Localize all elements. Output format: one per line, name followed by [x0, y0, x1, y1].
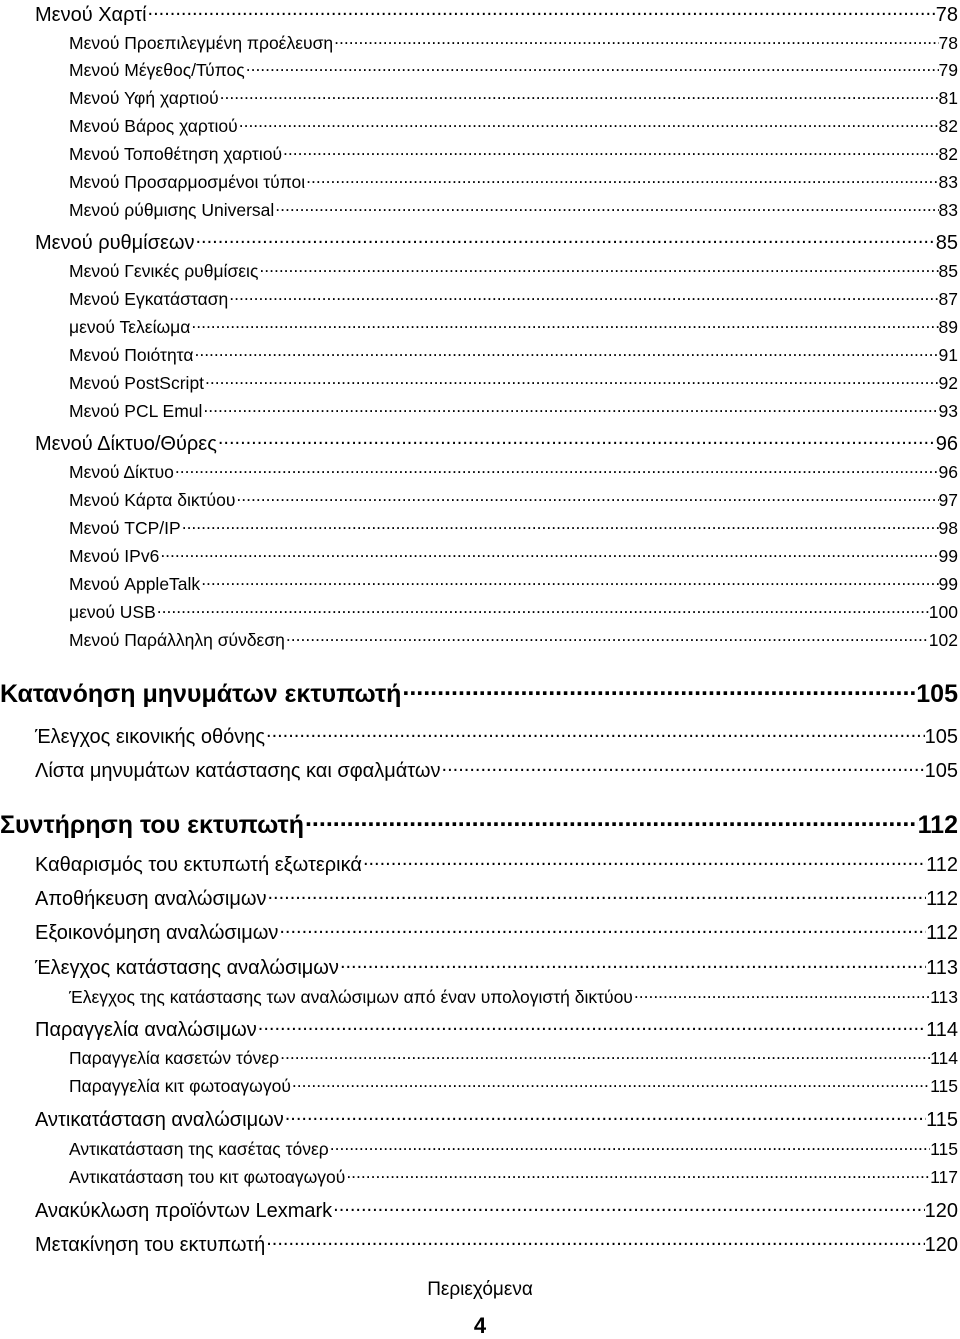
- toc-dot-leader: [219, 86, 939, 104]
- toc-dot-leader: [279, 1046, 930, 1064]
- toc-entry[interactable]: [0, 1137, 958, 1160]
- toc-dot-leader: [181, 516, 939, 534]
- toc-entry[interactable]: [0, 600, 958, 623]
- toc-dot-leader: [202, 399, 938, 417]
- toc-entry-title: Μενού Δίκτυο/Θύρες: [35, 433, 217, 455]
- toc-entry-page: 112: [917, 811, 958, 839]
- toc-entry[interactable]: [0, 198, 958, 221]
- toc-entry[interactable]: [0, 430, 958, 456]
- toc-entry-page: 92: [938, 372, 958, 393]
- toc-entry-page: 83: [938, 171, 958, 192]
- toc-entry-page: 115: [930, 1075, 958, 1096]
- toc-entry-title: Μενού AppleTalk: [69, 573, 201, 594]
- toc-entry-page: 85: [938, 260, 958, 281]
- toc-entry-title: Μενού Προεπιλεγμένη προέλευση: [69, 32, 334, 53]
- toc-entry-page: 97: [938, 489, 958, 510]
- toc-dot-leader: [174, 460, 939, 478]
- toc-entry-page: 112: [926, 854, 958, 876]
- toc-entry[interactable]: [0, 460, 958, 483]
- toc-dot-leader: [228, 287, 938, 305]
- toc-entry[interactable]: [0, 885, 958, 911]
- toc-entry-title: Μενού ρύθμισης Universal: [69, 199, 275, 220]
- toc-entry-title: Μενού Εγκατάσταση: [69, 288, 229, 309]
- toc-entry-page: 113: [926, 957, 958, 979]
- toc-dot-leader: [194, 229, 935, 249]
- toc-dot-leader: [217, 430, 936, 450]
- toc-dot-leader: [238, 114, 939, 132]
- toc-entry-page: 89: [938, 316, 958, 337]
- toc-entry-page: 113: [930, 986, 958, 1007]
- toc-dot-leader: [278, 919, 926, 939]
- toc-entry-page: 120: [924, 1200, 958, 1222]
- toc-entry-page: 112: [926, 922, 958, 944]
- toc-entry-page: 117: [930, 1166, 958, 1187]
- toc-entry-title: Μενού Ποιότητα: [69, 344, 194, 365]
- toc-entry-page: 105: [924, 760, 958, 782]
- toc-dot-leader: [305, 170, 938, 188]
- toc-entry-title: Λίστα μηνυμάτων κατάστασης και σφαλμάτων: [35, 760, 441, 782]
- toc-entry-title: Μετακίνηση του εκτυπωτή: [35, 1234, 266, 1256]
- toc-entry-title: μενού USB: [69, 601, 156, 622]
- toc-dot-leader: [156, 600, 929, 618]
- toc-dot-leader: [633, 985, 930, 1003]
- toc-entry-title: Έλεγχος κατάστασης αναλώσιμων: [35, 957, 339, 979]
- toc-entry-title: Έλεγχος της κατάστασης των αναλώσιμων από έναν υπολογιστή δικτύου: [69, 986, 633, 1007]
- toc-entry[interactable]: [0, 343, 958, 366]
- toc-dot-leader: [265, 1231, 924, 1251]
- toc-dot-leader: [235, 488, 938, 506]
- toc-entry[interactable]: [0, 851, 958, 877]
- toc-entry[interactable]: [0, 399, 958, 422]
- toc-dot-leader: [190, 315, 938, 333]
- toc-dot-leader: [284, 1106, 926, 1126]
- toc-entry-page: 96: [935, 433, 958, 455]
- toc-entry-page: 105: [924, 726, 958, 748]
- toc-entry-title: Αποθήκευση αναλώσιμων: [35, 888, 267, 910]
- toc-dot-leader: [333, 31, 938, 49]
- toc-dot-leader: [401, 677, 916, 702]
- toc-entry[interactable]: [0, 259, 958, 282]
- toc-entry-page: 79: [938, 59, 958, 80]
- toc-entry-page: 100: [928, 601, 958, 622]
- toc-entry-page: 120: [924, 1234, 958, 1256]
- toc-entry-page: 98: [938, 517, 958, 538]
- toc-entry-title: Καθαρισμός του εκτυπωτή εξωτερικά: [35, 854, 362, 876]
- toc-entry-title: Αντικατάσταση της κασέτας τόνερ: [69, 1138, 329, 1159]
- toc-entry-title: Έλεγχος εικονικής οθόνης: [35, 726, 266, 748]
- toc-entry-title: Κατανόηση μηνυμάτων εκτυπωτή: [0, 680, 402, 708]
- toc-dot-leader: [332, 1197, 924, 1217]
- toc-entry-title: Μενού Προσαρμοσμένοι τύποι: [69, 171, 306, 192]
- toc-entry-title: Μενού Δίκτυο: [69, 461, 174, 482]
- toc-dot-leader: [159, 544, 938, 562]
- toc-entry-title: Μενού Μέγεθος/Τύπος: [69, 59, 245, 80]
- toc-entry[interactable]: [0, 170, 958, 193]
- toc-entry[interactable]: [0, 516, 958, 539]
- toc-entry[interactable]: [0, 86, 958, 109]
- toc-entry[interactable]: [0, 142, 958, 165]
- toc-entry-page: 87: [938, 288, 958, 309]
- toc-dot-leader: [441, 757, 925, 777]
- toc-entry[interactable]: [0, 1197, 958, 1223]
- footer-page-number: 4: [473, 1313, 487, 1338]
- toc-entry[interactable]: [0, 572, 958, 595]
- toc-dot-leader: [285, 628, 929, 646]
- toc-dot-leader: [265, 723, 925, 743]
- toc-entry[interactable]: [0, 287, 958, 310]
- toc-dot-leader: [193, 343, 938, 361]
- toc-chapter-entry[interactable]: [0, 808, 958, 840]
- toc-entry-page: 112: [926, 888, 958, 910]
- toc-entry-title: Μενού Τοποθέτηση χαρτιού: [69, 143, 283, 164]
- toc-entry-page: 96: [938, 461, 958, 482]
- toc-entry-page: 82: [938, 143, 958, 164]
- toc-dot-leader: [304, 808, 918, 833]
- toc-entry[interactable]: [0, 628, 958, 651]
- toc-entry-title: Μενού ρυθμίσεων: [35, 232, 195, 254]
- toc-dot-leader: [147, 1, 936, 21]
- toc-entry-page: 102: [928, 629, 958, 650]
- toc-entry-page: 115: [930, 1138, 958, 1159]
- footer-section-label: Περιεχόμενα: [427, 1279, 533, 1300]
- toc-entry-title: Αντικατάσταση του κιτ φωτοαγωγού: [69, 1166, 346, 1187]
- toc-entry[interactable]: [0, 985, 958, 1008]
- toc-entry[interactable]: [0, 114, 958, 137]
- toc-entry-page: 105: [916, 680, 958, 708]
- toc-entry[interactable]: [0, 544, 958, 567]
- toc-entry-title: Μενού Βάρος χαρτιού: [69, 115, 238, 136]
- toc-chapter-entry[interactable]: [0, 677, 958, 709]
- toc-dot-leader: [258, 259, 938, 277]
- toc-entry-title: Μενού PostScript: [69, 372, 205, 393]
- toc-entry-page: 82: [938, 115, 958, 136]
- toc-entry-title: Παραγγελία αναλώσιμων: [35, 1019, 257, 1041]
- toc-entry-title: Μενού Παράλληλη σύνδεση: [69, 629, 285, 650]
- toc-entry-title: μενού Τελείωμα: [69, 316, 191, 337]
- toc-entry[interactable]: [0, 371, 958, 394]
- toc-entry-title: Μενού Κάρτα δικτύου: [69, 489, 236, 510]
- toc-entry[interactable]: [0, 488, 958, 511]
- toc-entry-title: Ανακύκλωση προϊόντων Lexmark: [35, 1200, 333, 1222]
- toc-dot-leader: [329, 1137, 930, 1155]
- toc-entry[interactable]: [0, 1046, 958, 1069]
- toc-entry[interactable]: [0, 315, 958, 338]
- toc-dot-leader: [339, 954, 926, 974]
- toc-entry-title: Μενού Γενικές ρυθμίσεις: [69, 260, 259, 281]
- toc-entry-page: 93: [938, 400, 958, 421]
- toc-entry[interactable]: [0, 954, 958, 980]
- toc-entry-title: Μενού TCP/IP: [69, 517, 181, 538]
- toc-entry[interactable]: [0, 919, 958, 945]
- toc-dot-leader: [345, 1165, 930, 1183]
- toc-entry[interactable]: [0, 31, 958, 54]
- toc-dot-leader: [274, 198, 938, 216]
- toc-entry-page: 115: [926, 1109, 958, 1131]
- toc-entry-page: 81: [938, 87, 958, 108]
- toc-entry-title: Παραγγελία κιτ φωτοαγωγού: [69, 1075, 291, 1096]
- toc-entry[interactable]: [0, 1016, 958, 1042]
- toc-entry-page: 114: [926, 1019, 958, 1041]
- toc-dot-leader: [200, 572, 938, 590]
- toc-entry-page: 114: [930, 1047, 958, 1068]
- toc-entry-page: 91: [938, 344, 958, 365]
- toc-entry[interactable]: [0, 1231, 958, 1257]
- toc-dot-leader: [245, 58, 939, 76]
- toc-entry[interactable]: [0, 58, 958, 81]
- toc-entry-title: Μενού Χαρτί: [35, 4, 147, 26]
- toc-entry-page: 78: [938, 32, 958, 53]
- toc-entry-page: 99: [938, 573, 958, 594]
- toc-entry[interactable]: [0, 1, 958, 27]
- toc-entry-title: Αντικατάσταση αναλώσιμων: [35, 1109, 284, 1131]
- toc-entry-page: 85: [935, 232, 958, 254]
- toc-dot-leader: [266, 885, 926, 905]
- toc-dot-leader: [257, 1016, 926, 1036]
- toc-entry-title: Εξοικονόμηση αναλώσιμων: [35, 922, 279, 944]
- toc-entry-page: 99: [938, 545, 958, 566]
- toc-entry-title: Μενού IPv6: [69, 545, 160, 566]
- toc-dot-leader: [282, 142, 939, 160]
- toc-dot-leader: [291, 1074, 930, 1092]
- toc-entry[interactable]: [0, 1165, 958, 1188]
- toc-entry-page: 78: [935, 4, 958, 26]
- toc-entry[interactable]: [0, 229, 958, 255]
- toc-entry[interactable]: [0, 723, 958, 749]
- toc-dot-leader: [204, 371, 938, 389]
- toc-entry[interactable]: [0, 1106, 958, 1132]
- toc-entry-page: 83: [938, 199, 958, 220]
- toc-entry-title: Παραγγελία κασετών τόνερ: [69, 1047, 280, 1068]
- toc-entry-title: Συντήρηση του εκτυπωτή: [0, 811, 304, 839]
- toc-dot-leader: [362, 851, 926, 871]
- toc-entry[interactable]: [0, 757, 958, 783]
- toc-entry-title: Μενού Υφή χαρτιού: [69, 87, 219, 108]
- toc-entry-title: Μενού PCL Emul: [69, 400, 203, 421]
- toc-entry[interactable]: [0, 1074, 958, 1097]
